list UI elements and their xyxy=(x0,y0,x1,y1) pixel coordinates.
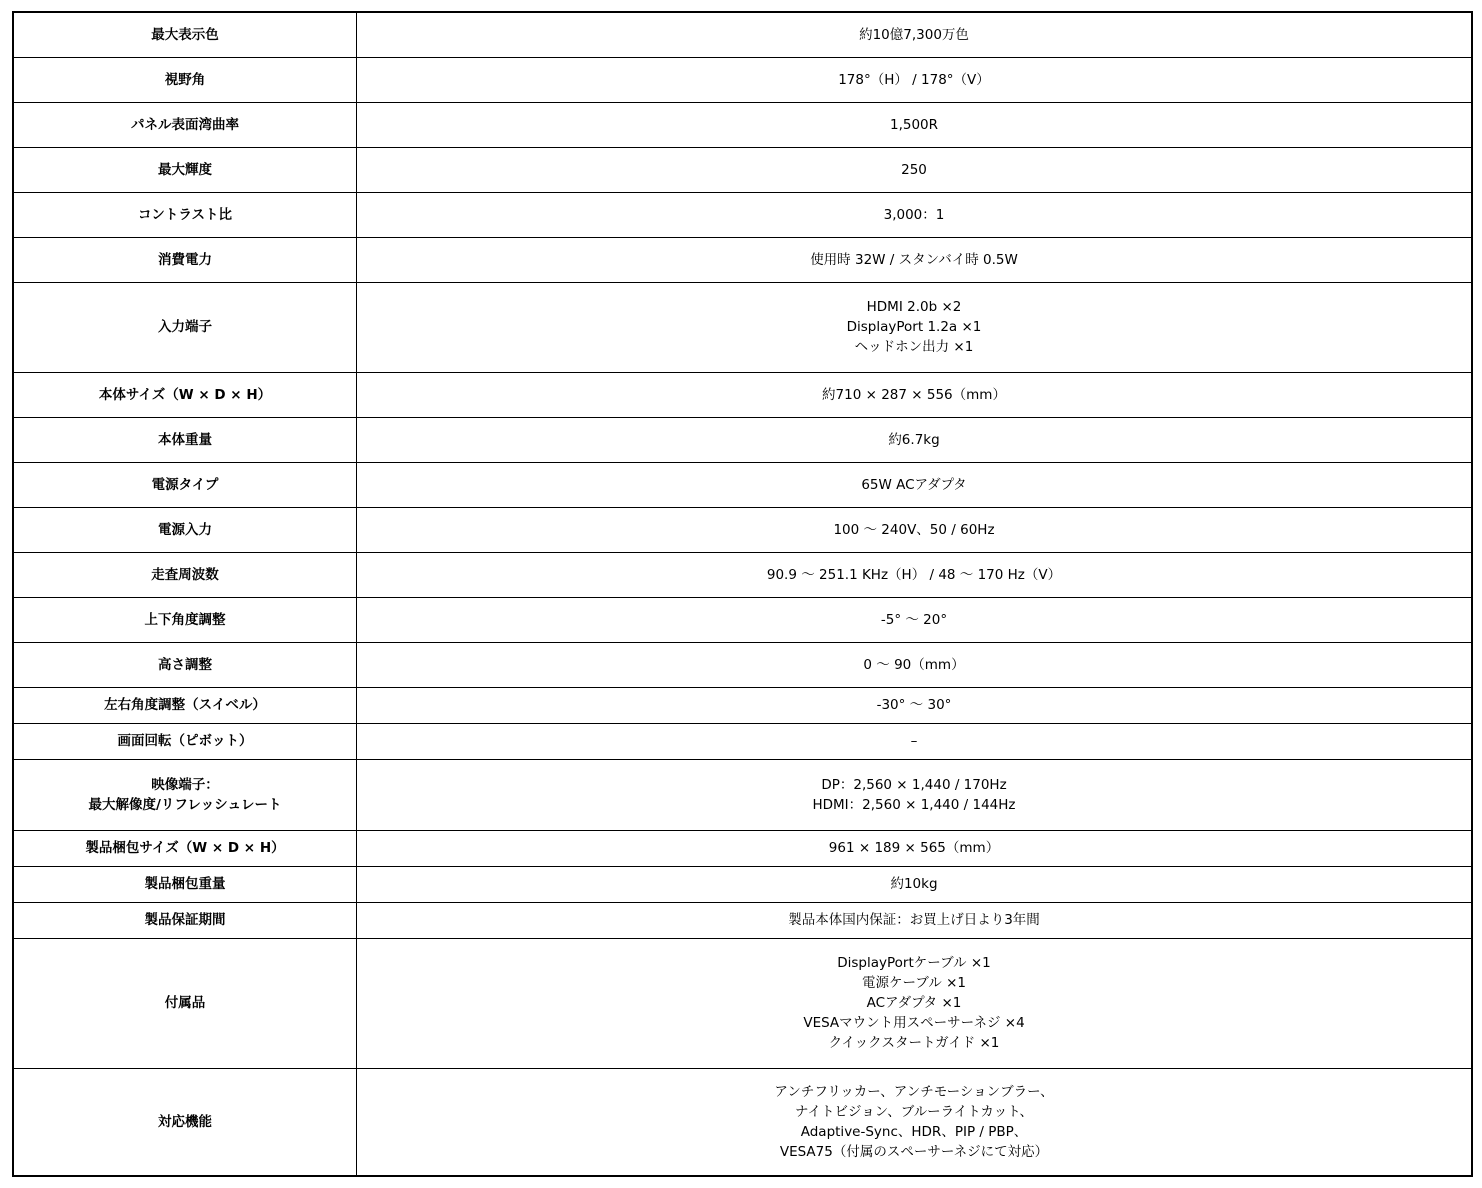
table-row xyxy=(13,866,1472,902)
table-row xyxy=(13,687,1472,723)
row-label: 本体サイズ（W × D × H） xyxy=(13,372,357,417)
row-label: 最大表示色 xyxy=(13,12,357,57)
table-row xyxy=(13,372,1472,417)
row-value: 90.9 ～ 251.1 KHz（H） / 48 ～ 170 Hz（V） xyxy=(357,552,1473,597)
table-row xyxy=(13,147,1472,192)
row-value: 1,500R xyxy=(357,102,1473,147)
row-value: 製品本体国内保証：お買上げ日より3年間 xyxy=(357,902,1473,938)
row-label: 対応機能 xyxy=(13,1068,357,1176)
row-label: 製品梱包重量 xyxy=(13,866,357,902)
row-label: 電源タイプ xyxy=(13,462,357,507)
table-row xyxy=(13,57,1472,102)
row-label: 上下角度調整 xyxy=(13,597,357,642)
row-label: 入力端子 xyxy=(13,282,357,372)
row-value: 約6.7kg xyxy=(357,417,1473,462)
table-row xyxy=(13,507,1472,552)
row-value: 約710 × 287 × 556（mm） xyxy=(357,372,1473,417)
row-value: DisplayPortケーブル ×1 電源ケーブル ×1 ACアダプタ ×1 VESAマウント用スペーサーネジ ×4 クイックスタートガイド ×1 xyxy=(357,938,1473,1068)
table-row xyxy=(13,902,1472,938)
table-row xyxy=(13,102,1472,147)
row-value: 0 ～ 90（mm） xyxy=(357,642,1473,687)
row-label: 消費電力 xyxy=(13,237,357,282)
row-value: アンチフリッカー、アンチモーションブラー、 ナイトビジョン、ブルーライトカット、 Adaptive-Sync、HDR、PIP / PBP、 VESA75（付属のスペーサーネジにて対応） xyxy=(357,1068,1473,1176)
table-row xyxy=(13,237,1472,282)
row-value: HDMI 2.0b ×2 DisplayPort 1.2a ×1 ヘッドホン出力 ×1 xyxy=(357,282,1473,372)
row-value: 約10億7,300万色 xyxy=(357,12,1473,57)
table-row xyxy=(13,12,1472,57)
spec-table xyxy=(12,11,1473,1177)
row-label: 電源入力 xyxy=(13,507,357,552)
table-row xyxy=(13,282,1472,372)
table-row xyxy=(13,938,1472,1068)
row-label: コントラスト比 xyxy=(13,192,357,237)
row-value: 100 ～ 240V、50 / 60Hz xyxy=(357,507,1473,552)
table-row xyxy=(13,759,1472,830)
row-label: パネル表面湾曲率 xyxy=(13,102,357,147)
row-value: -5° ～ 20° xyxy=(357,597,1473,642)
row-value: 250 xyxy=(357,147,1473,192)
row-value: -30° ～ 30° xyxy=(357,687,1473,723)
row-label: 最大輝度 xyxy=(13,147,357,192)
row-value: DP：2,560 × 1,440 / 170Hz HDMI：2,560 × 1,440 / 144Hz xyxy=(357,759,1473,830)
table-row xyxy=(13,642,1472,687)
row-label: 画面回転（ピボット） xyxy=(13,723,357,759)
row-label: 製品保証期間 xyxy=(13,902,357,938)
row-value: 使用時 32W / スタンバイ時 0.5W xyxy=(357,237,1473,282)
row-value: 65W ACアダプタ xyxy=(357,462,1473,507)
table-row xyxy=(13,192,1472,237)
row-label: 走査周波数 xyxy=(13,552,357,597)
table-row xyxy=(13,462,1472,507)
row-value: 961 × 189 × 565（mm） xyxy=(357,830,1473,866)
row-label: 本体重量 xyxy=(13,417,357,462)
row-label: 製品梱包サイズ（W × D × H） xyxy=(13,830,357,866)
table-row xyxy=(13,552,1472,597)
row-label: 付属品 xyxy=(13,938,357,1068)
row-label: 高さ調整 xyxy=(13,642,357,687)
row-label: 視野角 xyxy=(13,57,357,102)
table-row xyxy=(13,597,1472,642)
table-row xyxy=(13,417,1472,462)
row-label: 映像端子： 最大解像度/リフレッシュレート xyxy=(13,759,357,830)
row-value: 約10kg xyxy=(357,866,1473,902)
row-label: 左右角度調整（スイベル） xyxy=(13,687,357,723)
table-row xyxy=(13,830,1472,866)
row-value: 3,000：1 xyxy=(357,192,1473,237)
table-row xyxy=(13,723,1472,759)
row-value: 178°（H） / 178°（V） xyxy=(357,57,1473,102)
table-row xyxy=(13,1068,1472,1176)
spec-table-body xyxy=(13,12,1472,1176)
row-value: – xyxy=(357,723,1473,759)
